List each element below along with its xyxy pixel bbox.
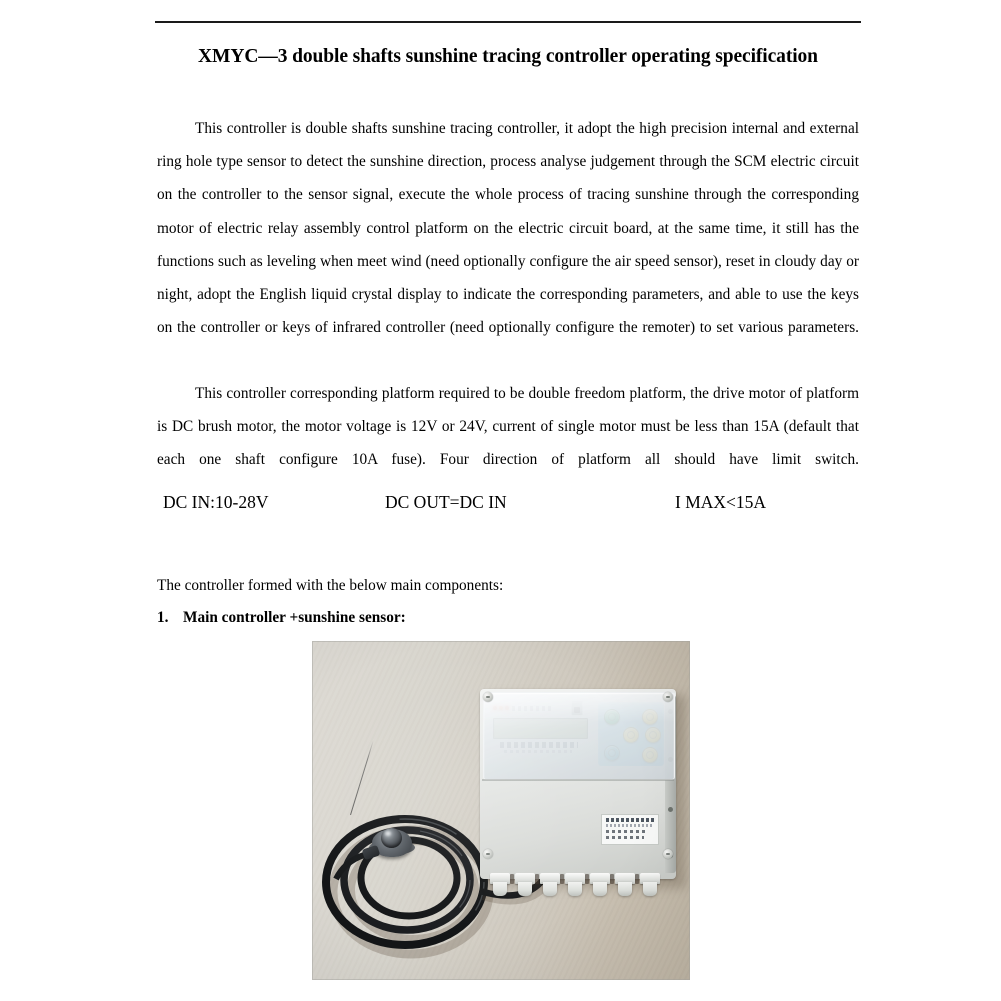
paragraph-text: This controller is double shafts sunshine tracing controller, it adopt the high precision internal and external ring hole type sensor to detect the sunshine direction, process analyse judgement through the SCM electric circuit on the controller to the sensor signal, execute the whole process of tracing sunshine through the corresponding motor of electric relay assembly control platform on the electric circuit board, at the same time, it still has the functions such as leveling when meet wind (need optionally configure the air speed sensor), reset in cloudy day or night, adopt the English liquid crystal display to indicate the corresponding parameters, and able to use the keys on the controller or keys of infrared controller (need optionally configure the remoter) to set various parameters. [157,120,859,337]
photo-vignette [312,641,690,980]
header-rule [155,21,861,23]
component-number: 1. [157,609,169,626]
electrical-spec-row [163,489,863,515]
paragraph-text: This controller corresponding platform required to be double freedom platform, the drive motor of platform is DC brush motor, the motor voltage is 12V or 24V, current of single motor must be less than 15A (default that each one shaft configure 10A fuse). Four direction of platform all should have limit switch. [157,385,859,469]
spec-dc-in: DC IN:10-28V [163,492,269,512]
spec-dc-out: DC OUT=DC IN [385,492,507,512]
intro-paragraph [157,112,859,378]
product-photo [312,641,690,980]
component-list-item-1 [157,606,406,630]
page-title: XMYC—3 double shafts sunshine tracing controller operating specification [198,46,818,67]
component-label: Main controller +sunshine sensor: [183,609,406,626]
components-intro-text: The controller formed with the below main components: [157,577,504,594]
spec-i-max: I MAX<15A [675,492,767,512]
